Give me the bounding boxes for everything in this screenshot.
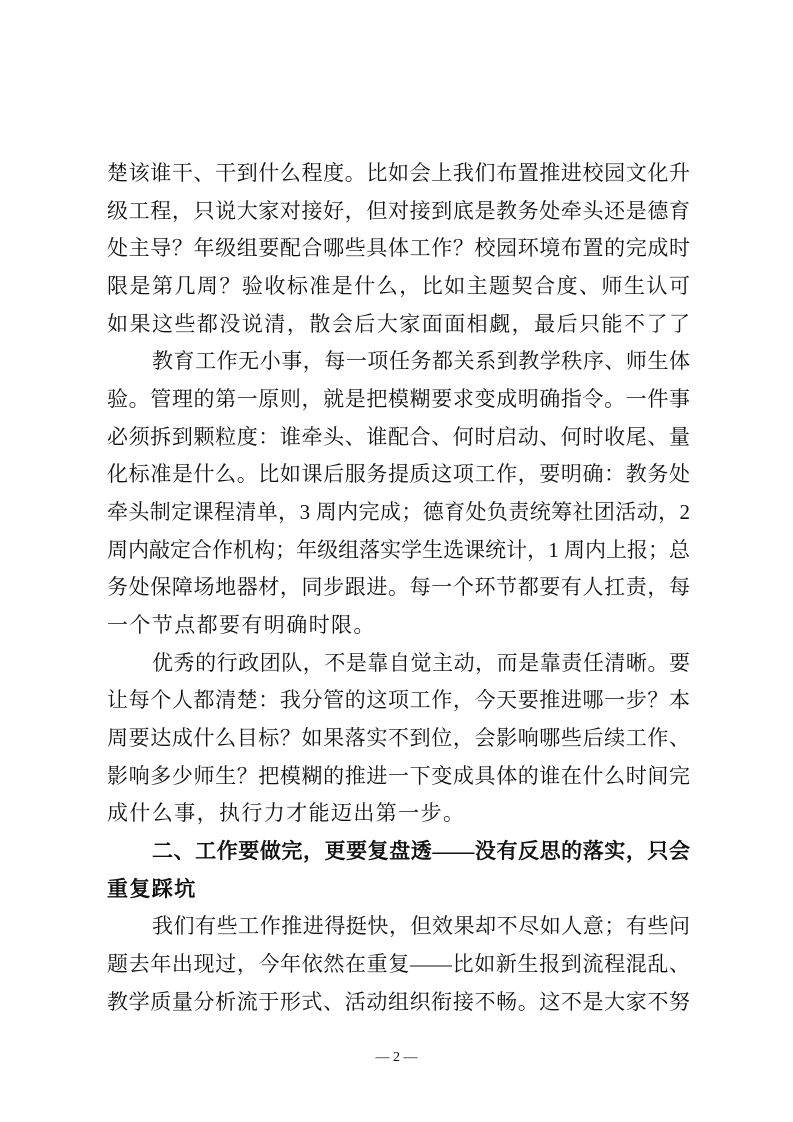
body-text-line: 如果这些都没说清，散会后大家面面相觑，最后只能不了了	[107, 312, 690, 336]
body-text-line: 必须拆到颗粒度：谁牵头、谁配合、何时启动、何时收尾、量	[107, 425, 690, 449]
body-text-line: 教学质量分析流于形式、活动组织衔接不畅。这不是大家不努	[107, 990, 690, 1014]
body-text-line: 周内敲定合作机构；年级组落实学生选课统计，1 周内上报；总	[107, 538, 690, 562]
body-text-line: 教育工作无小事，每一项任务都关系到教学秩序、师生体	[152, 349, 690, 373]
body-text-line: 让每个人都清楚：我分管的这项工作，今天要推进哪一步？本	[107, 688, 690, 712]
body-text-line: 限是第几周？验收标准是什么，比如主题契合度、师生认可	[107, 274, 690, 298]
body-text-line: 题去年出现过，今年依然在重复——比如新生报到流程混乱、	[107, 952, 690, 976]
body-text-line: 影响多少师生？把模糊的推进一下变成具体的谁在什么时间完	[107, 764, 690, 788]
body-text-line: 成什么事，执行力才能迈出第一步。	[107, 801, 466, 825]
body-text-line: 处主导？年级组要配合哪些具体工作？校园环境布置的完成时	[107, 236, 690, 260]
body-text-line: 一个节点都要有明确时限。	[107, 613, 376, 637]
body-text-line: 我们有些工作推进得挺快，但效果却不尽如人意；有些问	[152, 914, 690, 938]
body-text-line: 优秀的行政团队，不是靠自觉主动，而是靠责任清晰。要	[152, 651, 690, 675]
body-text-line: 化标准是什么。比如课后服务提质这项工作，要明确：教务处	[107, 462, 690, 486]
page-number: — 2 —	[375, 1050, 418, 1065]
body-text-line: 验。管理的第一原则，就是把模糊要求变成明确指令。一件事	[107, 387, 690, 411]
body-text-line: 级工程，只说大家对接好，但对接到底是教务处牵头还是德育	[107, 199, 690, 223]
section-heading: 二、工作要做完，更要复盘透——没有反思的落实，只会	[152, 839, 690, 863]
body-text-line: 周要达成什么目标？如果落实不到位，会影响哪些后续工作、	[107, 726, 690, 750]
body-text-line: 楚该谁干、干到什么程度。比如会上我们布置推进校园文化升	[107, 161, 690, 185]
body-text-line: 牵头制定课程清单，3 周内完成；德育处负责统筹社团活动，2	[107, 500, 690, 524]
section-heading: 重复踩坑	[107, 877, 197, 901]
body-text-line: 务处保障场地器材，同步跟进。每一个环节都要有人扛责，每	[107, 575, 690, 599]
